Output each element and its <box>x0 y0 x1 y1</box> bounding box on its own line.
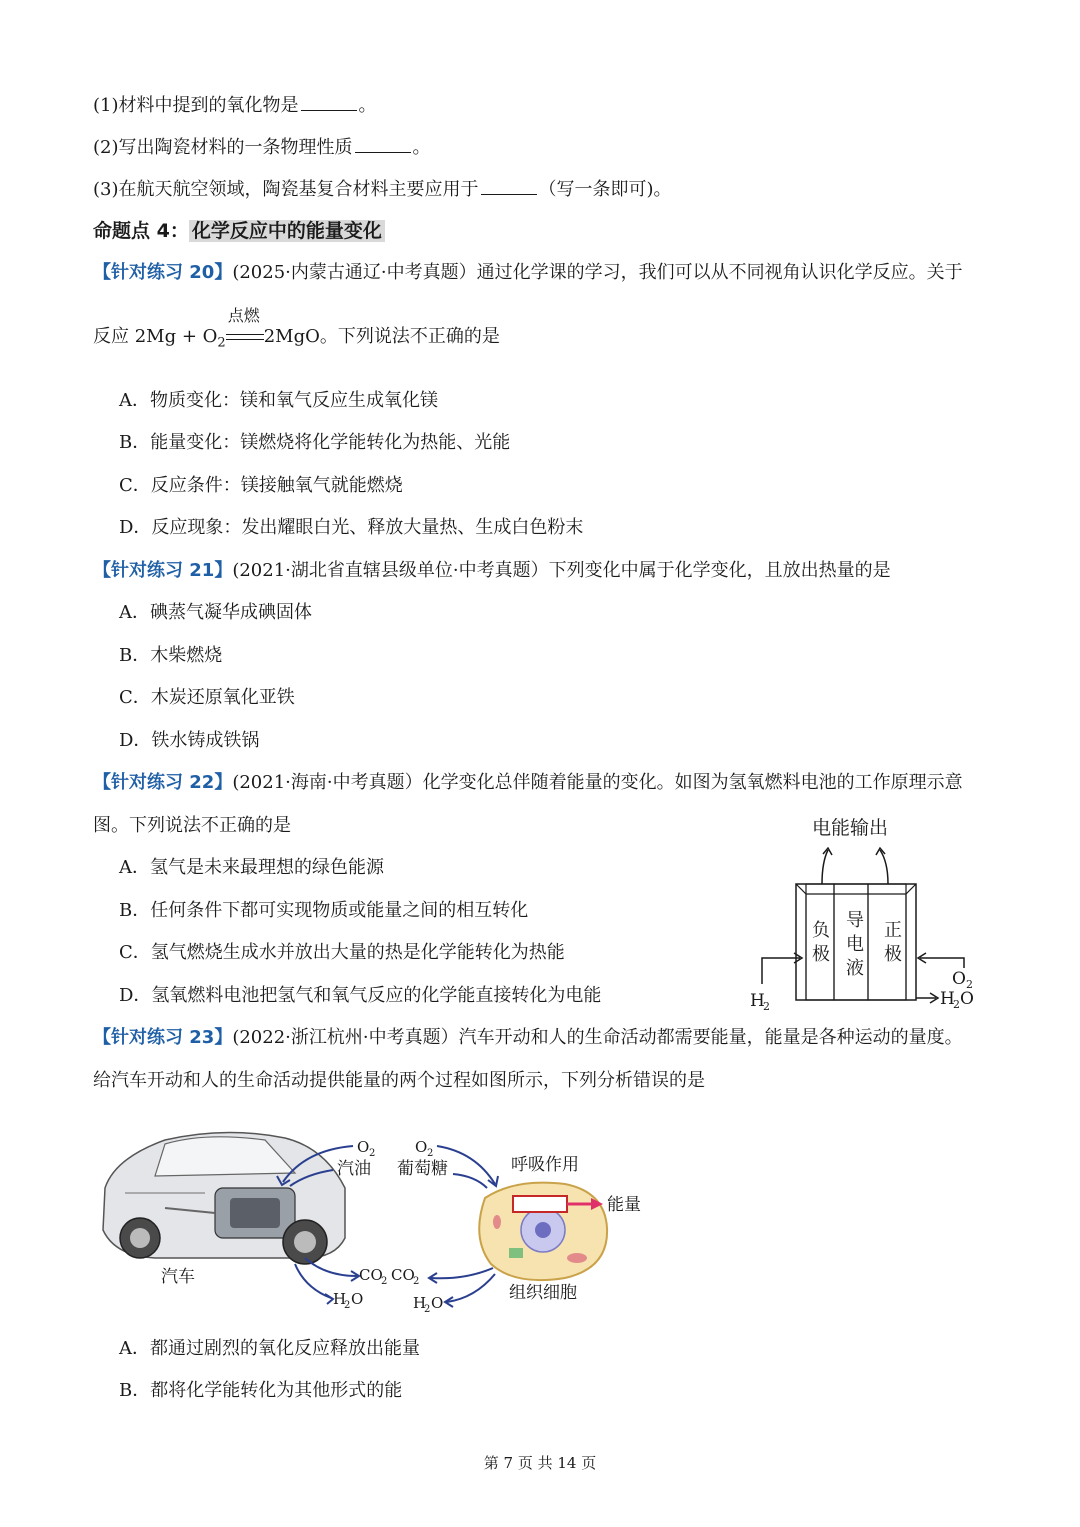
section-heading <box>93 218 385 244</box>
equation-arrow <box>226 306 264 347</box>
question-tag: 【针对练习 21】 <box>93 560 233 581</box>
q20-option-c: C．反应条件：镁接触氧气就能燃烧 <box>119 475 403 496</box>
punctuation: 。 <box>412 137 431 158</box>
energy-process-diagram <box>95 1118 655 1318</box>
subscript: 2 <box>966 978 973 991</box>
equation-product: 2MgO。下列说法不正确的是 <box>263 326 500 347</box>
energy-label: 能量 <box>607 1195 641 1215</box>
question-tag: 【针对练习 20】 <box>93 262 233 283</box>
subscript: 2 <box>413 1276 420 1287</box>
page-footer: 第 7 页 共 14 页 <box>483 1454 597 1472</box>
glucose-label: 葡萄糖 <box>397 1159 448 1179</box>
car-label: 汽车 <box>161 1267 195 1287</box>
subscript: 2 <box>953 998 960 1011</box>
q21-option-b: B．木柴燃烧 <box>119 645 223 666</box>
answer-blank <box>355 134 411 153</box>
fuel-cell-diagram <box>740 808 990 1018</box>
q23-option-a: A．都通过剧烈的氧化反应释放出能量 <box>119 1338 420 1359</box>
h2o-label: H <box>413 1294 427 1312</box>
subscript: 2 <box>344 1300 351 1311</box>
subscript: 2 <box>763 1000 770 1013</box>
o2-label: O <box>357 1138 370 1156</box>
o2-label: O <box>952 969 966 989</box>
negative-electrode-label: 负 <box>812 920 830 941</box>
q23-option-b: B．都将化学能转化为其他形式的能 <box>119 1380 403 1401</box>
h2o-label: O <box>960 989 974 1009</box>
question-tag: 【针对练习 22】 <box>93 772 233 793</box>
h2o-label: O <box>351 1290 364 1308</box>
positive-electrode-label: 正 <box>884 920 902 941</box>
question-part-2 <box>93 134 431 161</box>
q22-option-c: C．氢气燃烧生成水并放出大量的热是化学能转化为热能 <box>119 942 565 963</box>
respiration-label: 呼吸作用 <box>511 1155 579 1175</box>
q22-stem-cont: 图。下列说法不正确的是 <box>93 815 291 836</box>
question-part-3 <box>93 176 672 203</box>
h2o-label: H <box>333 1290 347 1308</box>
q20-option-b: B．能量变化：镁燃烧将化学能转化为热能、光能 <box>119 432 511 453</box>
question-part-1 <box>93 92 377 119</box>
q20-stem <box>93 260 963 286</box>
q22-option-a: A．氢气是未来最理想的绿色能源 <box>119 857 384 878</box>
subscript: 2 <box>381 1276 388 1287</box>
q21-option-c: C．木炭还原氧化亚铁 <box>119 687 295 708</box>
question-tag: 【针对练习 23】 <box>93 1027 233 1048</box>
electrolyte-label: 液 <box>846 958 864 979</box>
punctuation: （写一条即可)。 <box>538 179 672 200</box>
q21-option-d: D．铁水铸成铁锅 <box>119 730 260 751</box>
question-text: (3)在航天航空领域，陶瓷基复合材料主要应用于 <box>93 179 479 200</box>
h2o-label: O <box>431 1294 444 1312</box>
positive-electrode-label: 极 <box>884 944 902 965</box>
tissue-cell-label: 组织细胞 <box>509 1283 577 1303</box>
punctuation: 。 <box>358 95 377 116</box>
diagram-title: 电能输出 <box>812 817 889 839</box>
q20-option-d: D．反应现象：发出耀眼白光、释放大量热、生成白色粉末 <box>119 517 584 538</box>
section-prefix: 命题点 4： <box>93 220 189 242</box>
subscript: 2 <box>369 1148 376 1159</box>
equation-reactants: 反应 2Mg + O <box>93 326 218 347</box>
q20-equation-line <box>93 306 500 357</box>
question-text: (2022·浙江杭州·中考真题）汽车开动和人的生命活动都需要能量，能量是各种运动的量度。 <box>232 1027 963 1048</box>
question-text: (2)写出陶瓷材料的一条物理性质 <box>93 137 353 158</box>
answer-blank <box>481 176 537 195</box>
negative-electrode-label: 极 <box>812 944 830 965</box>
q23-stem <box>93 1025 963 1051</box>
subscript: 2 <box>424 1304 431 1315</box>
h2o-label: H <box>940 989 955 1009</box>
subscript: 2 <box>427 1148 434 1159</box>
question-text: (2021·海南·中考真题）化学变化总伴随着能量的变化。如图为氢氧燃料电池的工作原理示意 <box>232 772 963 793</box>
tissue-cell-illustration <box>479 1183 607 1281</box>
question-text: (1)材料中提到的氧化物是 <box>93 95 299 116</box>
question-text: (2025·内蒙古通辽·中考真题）通过化学课的学习，我们可以从不同视角认识化学反应。关于 <box>232 262 963 283</box>
reaction-condition: 点燃 <box>227 306 260 325</box>
car-illustration <box>103 1132 345 1264</box>
q23-stem-cont: 给汽车开动和人的生命活动提供能量的两个过程如图所示，下列分析错误的是 <box>93 1070 705 1091</box>
q21-stem <box>93 558 891 584</box>
co2-label: CO <box>391 1266 415 1284</box>
q22-option-b: B．任何条件下都可实现物质或能量之间的相互转化 <box>119 900 529 921</box>
co2-label: CO <box>359 1266 383 1284</box>
q20-option-a: A．物质变化：镁和氧气反应生成氧化镁 <box>119 390 438 411</box>
q21-option-a: A．碘蒸气凝华成碘固体 <box>119 602 312 623</box>
h2-label: H <box>750 991 765 1011</box>
question-text: (2021·湖北省直辖县级单位·中考真题）下列变化中属于化学变化，且放出热量的是 <box>232 560 891 581</box>
gasoline-label: 汽油 <box>337 1159 371 1179</box>
q22-option-d: D．氢氧燃料电池把氢气和氧气反应的化学能直接转化为电能 <box>119 985 602 1006</box>
o2-label: O <box>415 1138 428 1156</box>
subscript: 2 <box>217 335 226 351</box>
electrolyte-label: 导 <box>846 910 864 931</box>
q22-stem <box>93 770 963 796</box>
answer-blank <box>301 92 357 111</box>
section-title: 化学反应中的能量变化 <box>189 220 385 242</box>
electrolyte-label: 电 <box>846 934 864 955</box>
